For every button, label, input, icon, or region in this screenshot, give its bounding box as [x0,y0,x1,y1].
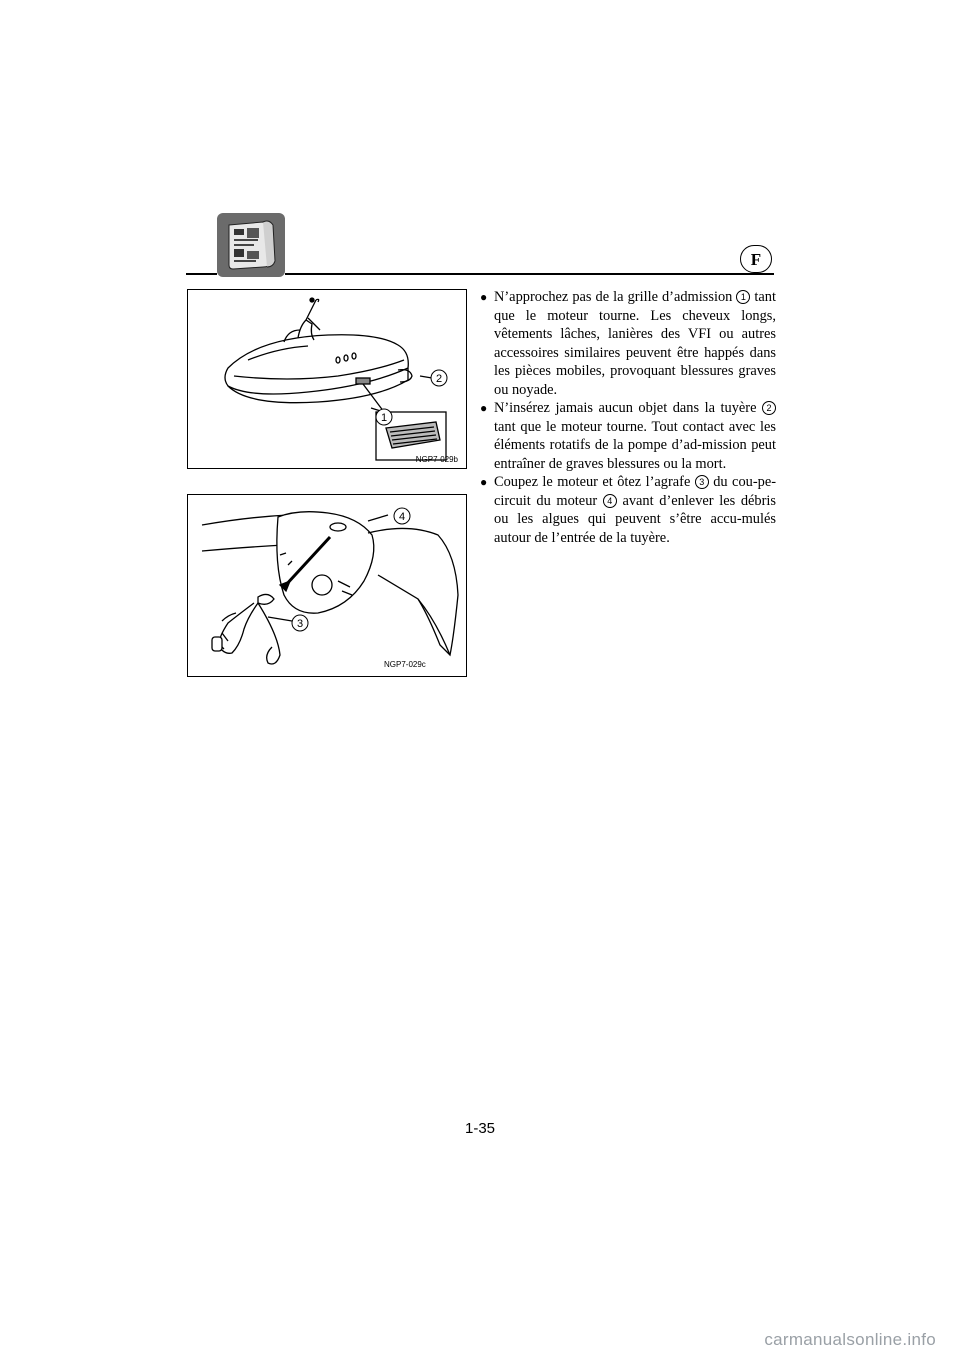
figure-engine-shutoff-clip [187,494,467,677]
handlebar-illustration [188,495,468,678]
warning-item-nozzle: ● N’insérez jamais aucun objet dans la tuyère 2 tant que le moteur tourne. Tout contact avec les éléments rotatifs de la pompe d’ad-mission peut entraîner de graves blessures ou la mort. [480,400,776,472]
page-number: 1-35 [464,1120,496,1137]
warning-list [480,288,776,547]
svg-text:4: 4 [398,511,406,523]
svg-text:3: 3 [296,618,304,630]
watercraft-illustration [188,290,468,470]
figure-code: NGP7-029c [384,660,426,669]
svg-text:2: 2 [435,373,443,385]
figure-code: NGP7-029b [415,455,458,464]
warning-item-shutoff: ● Coupez le moteur et ôtez l’agrafe 3 du cou-pe-circuit du moteur 4 avant d’enlever les débris ou les algues qui peuvent s’être accu-mulés autour de l’entrée de la tuyère. [480,474,776,546]
figure-watercraft-intake [187,289,467,469]
warning-item-intake: ● N’approchez pas de la grille d’admission 1 tant que le moteur tourne. Les cheveux longs, vêtements lâches, lanières des VFI ou autres accessoires similaires peuvent être happés dans les pièces mobiles, provoquant blessures graves ou noyade. [480,289,777,398]
reference-number: 4 [603,494,617,508]
reference-number: 1 [736,290,750,304]
reference-number: 2 [762,401,776,415]
bullet-icon: ● [480,290,488,304]
bullet-icon: ● [480,475,488,489]
manual-book-icon [217,213,285,277]
watermark-link[interactable]: carmanualsonline.info [764,1330,936,1349]
bullet-icon: ● [480,401,488,415]
language-badge: F [740,245,772,273]
svg-text:1: 1 [380,412,388,424]
reference-number: 3 [695,475,709,489]
